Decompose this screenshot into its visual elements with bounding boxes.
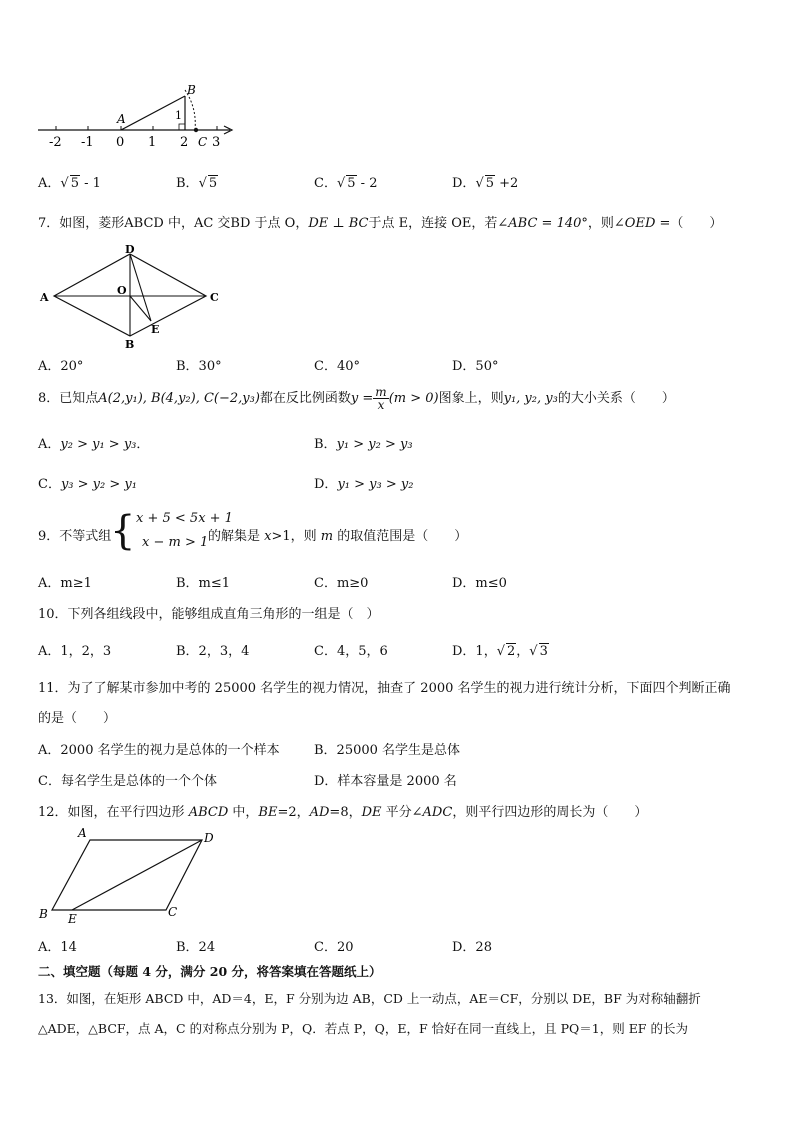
q8-stem: 8．已知点A(2,y₁), B(4,y₂), C(−2,y₃)都在反比例函数y = $\frac{m}{x}$ (m > 0)图象上，则y₁, y₂, y₃的大小关系（ ） bbox=[38, 385, 675, 412]
right-angle-mark bbox=[179, 124, 185, 130]
label-e: E bbox=[151, 323, 160, 336]
q7-option-b[interactable]: B．30° bbox=[176, 359, 222, 374]
label-b: B bbox=[39, 907, 48, 921]
q11-stem-line1: 11．为了了解某市参加中考的 25000 名学生的视力情况，抽查了 2000 名学生的视力进行统计分析，下面四个判断正确 bbox=[38, 681, 731, 696]
q9-option-a[interactable]: A．m≥1 bbox=[38, 576, 92, 591]
q6-option-b[interactable]: B．√ 5 bbox=[176, 176, 218, 191]
label-b: B bbox=[125, 338, 135, 349]
number-line-figure bbox=[30, 78, 250, 153]
q12-option-d[interactable]: D．28 bbox=[452, 940, 492, 955]
q9-option-b[interactable]: B．m≤1 bbox=[176, 576, 231, 591]
label-d: D bbox=[204, 831, 214, 845]
q9-option-c[interactable]: C．m≥0 bbox=[314, 576, 369, 591]
label-d: D bbox=[125, 244, 135, 256]
tick-label-neg1: -1 bbox=[81, 135, 94, 150]
q8-option-a[interactable]: A．y₂ > y₁ > y₃． bbox=[38, 437, 150, 452]
q8-option-b[interactable]: B．y₁ > y₂ > y₃ bbox=[314, 437, 413, 452]
q11-option-a[interactable]: A．2000 名学生的视力是总体的一个样本 bbox=[38, 743, 280, 758]
tick-label-neg2: -2 bbox=[49, 135, 62, 150]
segment-de bbox=[72, 840, 202, 910]
rhombus-figure bbox=[36, 244, 236, 349]
tick-marks bbox=[56, 126, 217, 130]
parallelogram-figure bbox=[36, 824, 226, 924]
q6-option-c[interactable]: C．√ 5 - 2 bbox=[314, 176, 378, 191]
label-o: O bbox=[117, 284, 127, 297]
q6-option-a[interactable]: A．√ 5 - 1 bbox=[38, 176, 101, 191]
q12-stem: 12．如图，在平行四边形 ABCD 中，BE=2，AD=8，DE 平分∠ADC，则平行四边形的周长为（ ） bbox=[38, 805, 648, 820]
parallelogram-abcd bbox=[52, 840, 202, 910]
tick-label-1: 1 bbox=[148, 135, 157, 150]
q7-option-d[interactable]: D．50° bbox=[452, 359, 499, 374]
label-b: B bbox=[187, 83, 196, 97]
q12-option-b[interactable]: B．24 bbox=[176, 940, 216, 955]
tick-label-0: 0 bbox=[116, 135, 125, 150]
q10-option-c[interactable]: C．4，5，6 bbox=[314, 644, 388, 659]
q8-option-c[interactable]: C．y₃ > y₂ > y₁ bbox=[38, 477, 137, 492]
q12-option-a[interactable]: A．14 bbox=[38, 940, 77, 955]
label-e: E bbox=[68, 912, 77, 924]
q7-option-a[interactable]: A．20° bbox=[38, 359, 84, 374]
q8-option-d[interactable]: D．y₁ > y₃ > y₂ bbox=[314, 477, 414, 492]
q6-option-d[interactable]: D．√ 5 +2 bbox=[452, 176, 519, 191]
tick-label-3: 3 bbox=[212, 135, 221, 150]
q10-stem: 10．下列各组线段中，能够组成直角三角形的一组是（ ） bbox=[38, 607, 380, 622]
brace-icon: { bbox=[110, 508, 136, 554]
q12-option-c[interactable]: C．20 bbox=[314, 940, 354, 955]
section-title: 二、填空题（每题 4 分，满分 20 分，将答案填在答题纸上） bbox=[38, 964, 382, 979]
tick-label-2: 2 bbox=[180, 135, 189, 150]
q7-stem: 7．如图，菱形ABCD 中，AC 交BD 于点 O，DE ⊥ BC于点 E，连接 OE，若∠ABC = 140°，则∠OED =（ ） bbox=[38, 216, 723, 231]
segment-oe bbox=[130, 296, 151, 321]
q10-option-a[interactable]: A．1，2，3 bbox=[38, 644, 112, 659]
label-c: C bbox=[210, 291, 219, 304]
q13-stem-line1: 13．如图，在矩形 ABCD 中，AD＝4，E，F 分别为边 AB，CD 上一动点，AE＝CF，分别以 DE，BF 为对称轴翻折 bbox=[38, 991, 701, 1006]
label-a: A bbox=[40, 291, 49, 304]
q11-option-d[interactable]: D．样本容量是 2000 名 bbox=[314, 774, 457, 789]
label-a: A bbox=[78, 826, 87, 840]
q10-option-d[interactable]: D．1，√ 2，√ 3 bbox=[452, 644, 548, 659]
label-a: A bbox=[117, 112, 126, 126]
q10-option-b[interactable]: B．2，3，4 bbox=[176, 644, 250, 659]
q13-stem-line2: △ADE，△BCF，点 A，C 的对称点分别为 P，Q．若点 P，Q，E，F 恰好在同一直线上，且 PQ＝1，则 EF 的长为 bbox=[38, 1021, 688, 1036]
label-1: 1 bbox=[175, 109, 182, 122]
point-c-dot bbox=[194, 128, 198, 132]
q7-option-c[interactable]: C．40° bbox=[314, 359, 360, 374]
label-c: C bbox=[168, 905, 178, 919]
q11-option-b[interactable]: B．25000 名学生是总体 bbox=[314, 743, 461, 758]
q11-option-c[interactable]: C．每名学生是总体的一个个体 bbox=[38, 774, 217, 789]
q11-stem-line2: 的是（ ） bbox=[38, 711, 117, 726]
q6-option-a-radicand: 5 bbox=[70, 176, 79, 191]
label-c: C bbox=[198, 135, 208, 149]
q9-option-d[interactable]: D．m≤0 bbox=[452, 576, 507, 591]
